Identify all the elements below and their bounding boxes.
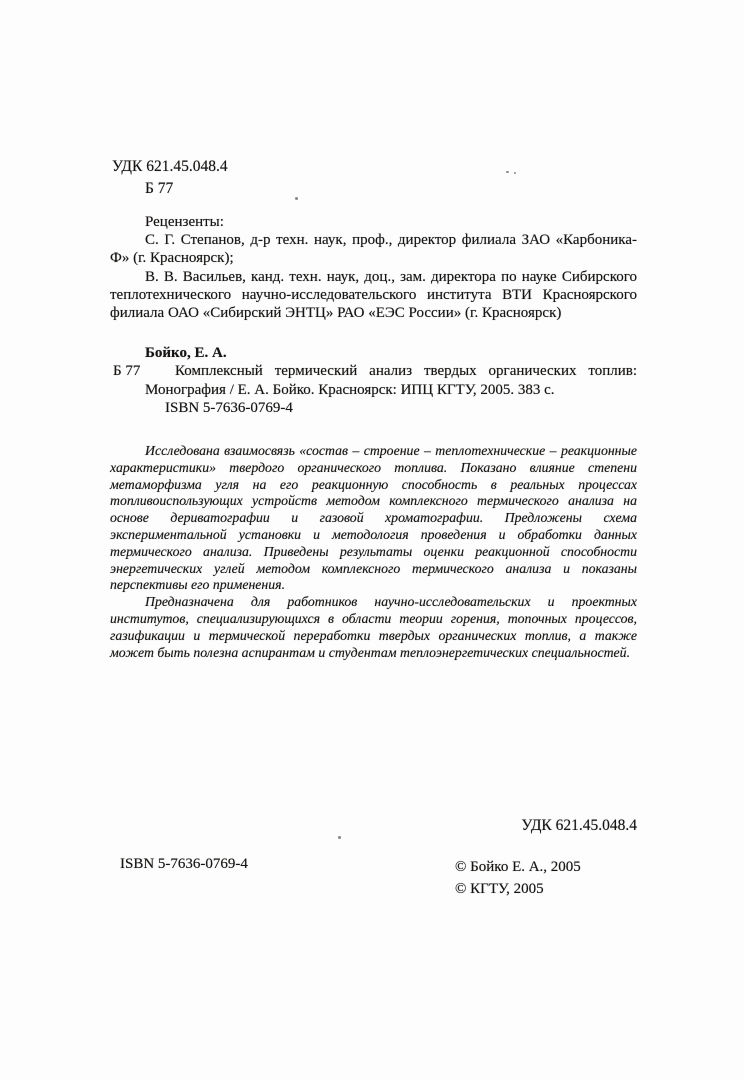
copyright-publisher-line: © КГТУ, 2005 bbox=[455, 881, 544, 897]
abstract-paragraph-1: Исследована взаимосвязь «состав – строение – теплотехнические – реакционные характеристики» твердого органического топлива. Показано влияние степени метаморфизма угля на его реакционную способность в реальных процессах топливоиспользующих устройств методом комплексного термического анализа на основе дериватографии и газовой хроматографии. Предложены схема экспериментальной установки и методология проведения и обработки данных термического анализа. Приведены результаты оценки реакционной способности энергетических углей методом комплексного термического анализа и показаны перспективы его применения. bbox=[110, 443, 637, 593]
udc-code-bottom: УДК 621.45.048.4 bbox=[521, 817, 637, 834]
abstract-paragraph-2: Предназначена для работников научно-исследовательских и проектных институтов, специализирующихся в области теории горения, топочных процессов, газификации и термической переработки твердых органических топлив, а также может быть полезна аспирантам и студентам теплоэнергетических специальностей. bbox=[110, 594, 637, 660]
reviewers-section bbox=[110, 213, 637, 322]
reviewers-heading: Рецензенты: bbox=[145, 214, 224, 230]
copyright-author-line: © Бойко Е. А., 2005 bbox=[455, 859, 581, 875]
reviewer-entry-1: С. Г. Степанов, д-р техн. наук, проф., директор филиала ЗАО «Карбоника-Ф» (г. Красноярск); bbox=[110, 232, 637, 267]
udc-code-top: УДК 621.45.048.4 bbox=[112, 158, 228, 175]
catalog-entry bbox=[110, 344, 637, 418]
scan-speck bbox=[338, 836, 341, 839]
catalog-isbn: ISBN 5-7636-0769-4 bbox=[165, 400, 293, 417]
copyright-block bbox=[455, 856, 581, 900]
catalog-title: Комплексный термический анализ твердых органических топлив: Монография / Е. А. Бойко. Красноярск: ИПЦ КГТУ, 2005. 383 с. bbox=[145, 363, 637, 398]
isbn-bottom: ISBN 5-7636-0769-4 bbox=[120, 856, 248, 872]
bbk-author-code: Б 77 bbox=[145, 180, 174, 197]
catalog-author: Бойко, Е. А. bbox=[145, 345, 227, 361]
scan-speck bbox=[514, 172, 516, 174]
abstract-section bbox=[110, 443, 637, 661]
classification-codes bbox=[112, 156, 228, 200]
catalog-bbk-code: Б 77 bbox=[113, 363, 141, 380]
scan-speck bbox=[506, 171, 509, 173]
reviewer-entry-2: В. В. Васильев, канд. техн. наук, доц., зам. директора по науке Сибирского теплотехнического научно-исследовательского института ВТИ Красноярского филиала ОАО «Сибирский ЭНТЦ» РАО «ЕЭС России» (г. Красноярск) bbox=[110, 268, 637, 322]
scan-speck bbox=[295, 197, 298, 200]
catalog-title-line bbox=[110, 362, 637, 399]
